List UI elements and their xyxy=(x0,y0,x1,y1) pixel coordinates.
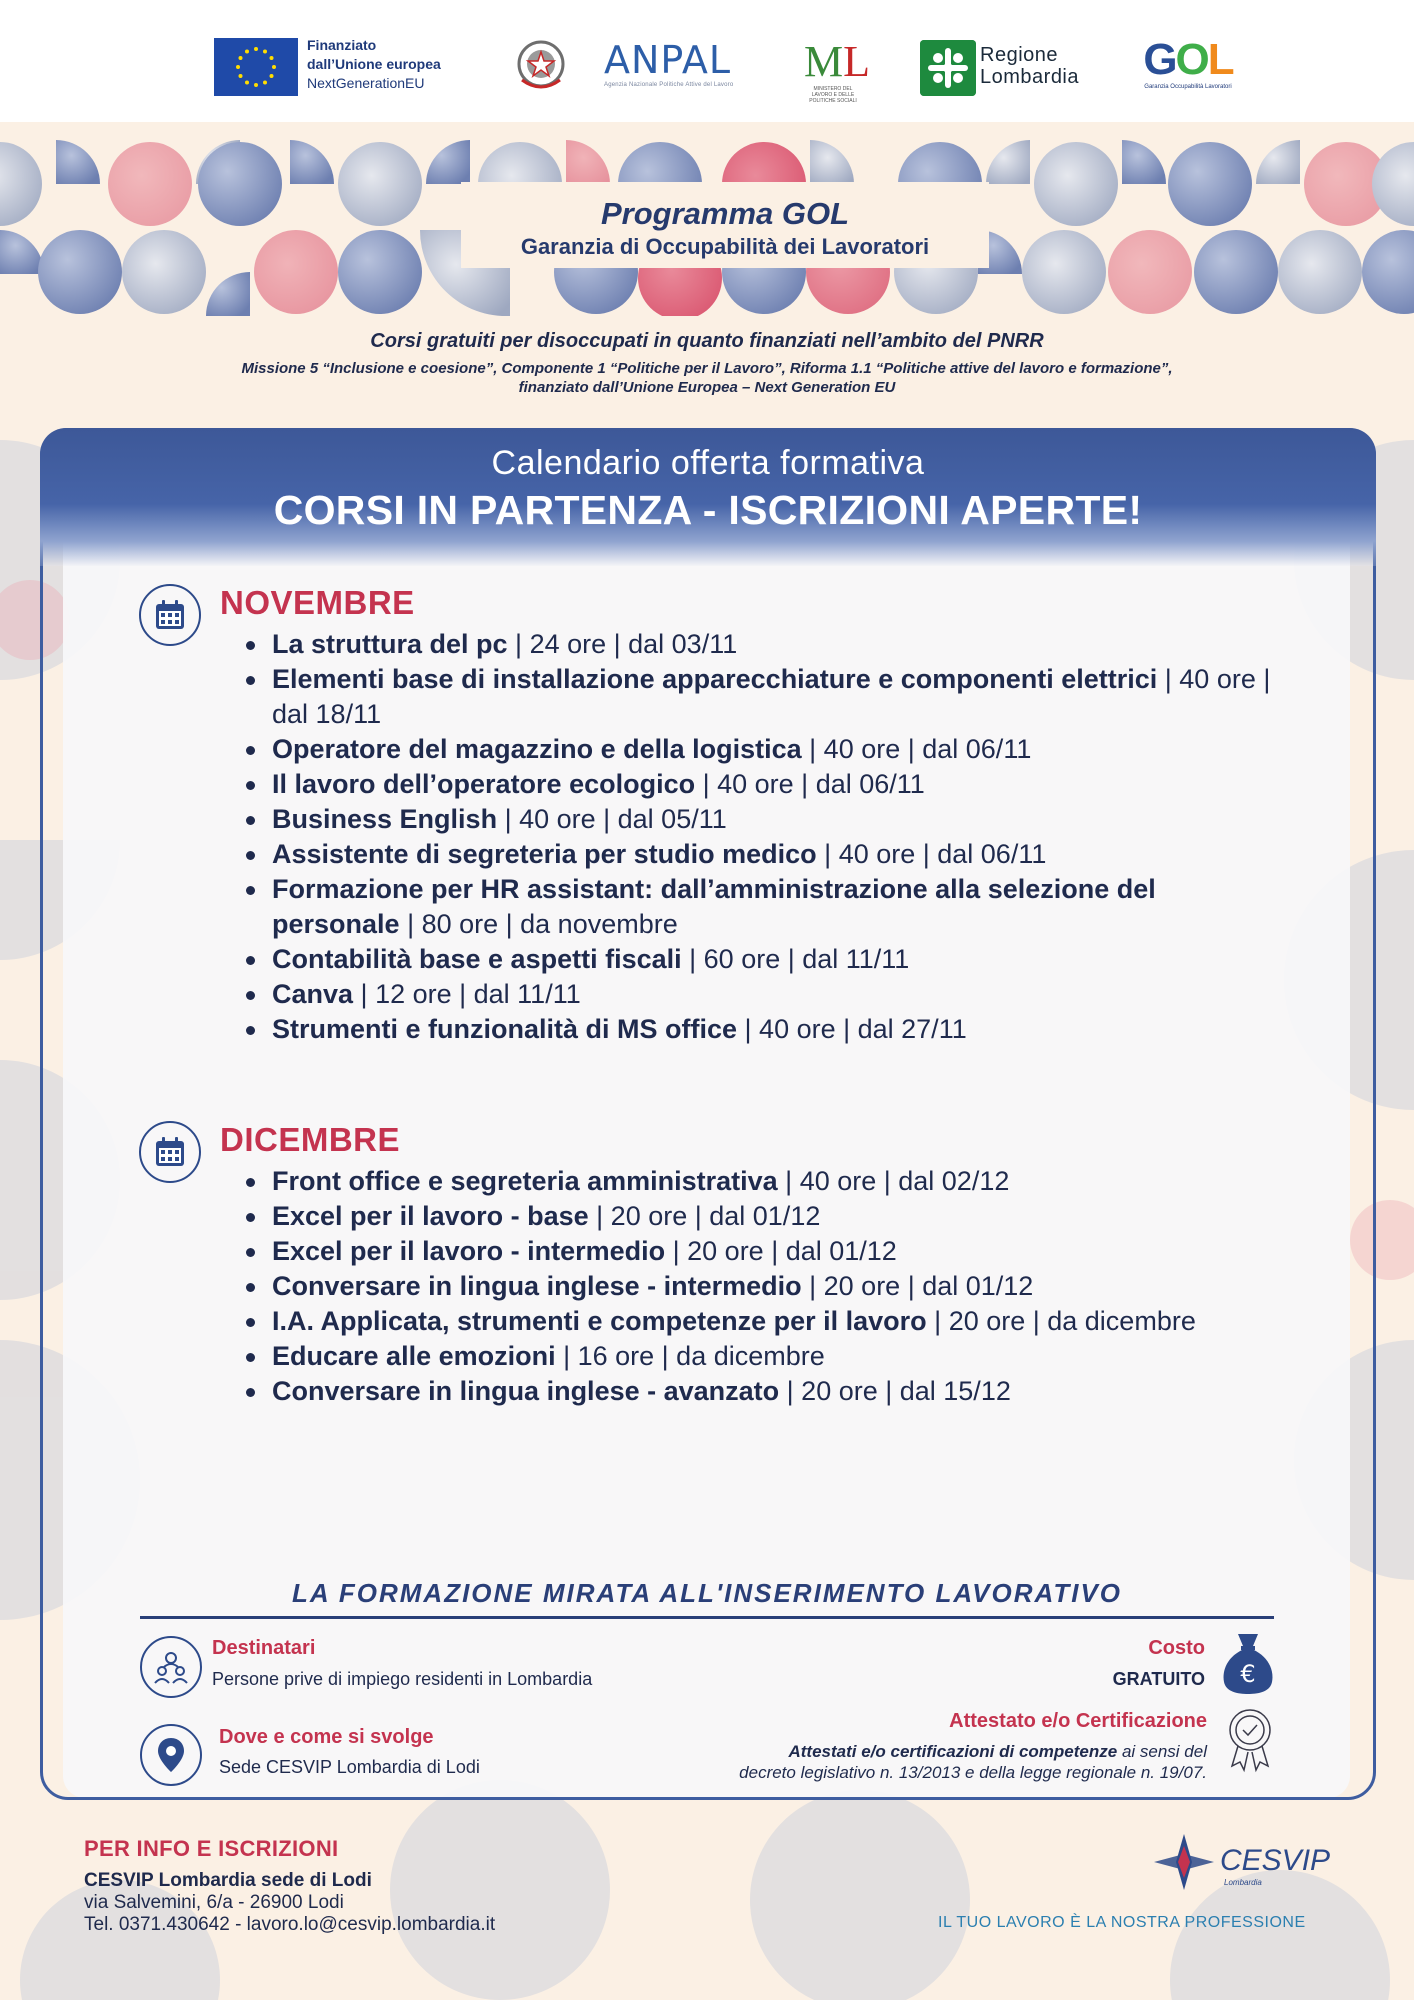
regione-line-2: Lombardia xyxy=(980,66,1080,88)
program-title-box xyxy=(461,182,989,268)
pnrr-intro xyxy=(0,330,1414,397)
course-name: Strumenti e funzionalità di MS office xyxy=(272,1014,738,1044)
footer-address: via Salvemini, 6/a - 26900 Lodi xyxy=(84,1892,344,1913)
course-name: La struttura del pc xyxy=(272,629,508,659)
footer-heading: PER INFO E ISCRIZIONI xyxy=(84,1836,339,1861)
course-name: Elementi base di installazione apparecchiature e componenti elettrici xyxy=(272,664,1158,694)
anpal-subtitle: Agenzia Nazionale Politiche Attive del Lavoro xyxy=(604,82,734,88)
course-details: | 40 ore | dal 06/11 xyxy=(695,769,925,799)
eu-funding-text xyxy=(307,36,441,93)
calendar-icon xyxy=(139,1121,201,1183)
intro-line-2: finanziato dall’Unione Europea – Next Generation EU xyxy=(518,379,896,396)
course-item xyxy=(242,942,1282,977)
course-name: Excel per il lavoro - base xyxy=(272,1201,589,1231)
month-title-novembre: NOVEMBRE xyxy=(220,584,415,621)
course-details: | 20 ore | dal 15/12 xyxy=(779,1376,1011,1406)
destinatari-label: Destinatari xyxy=(212,1637,316,1659)
course-list-dicembre xyxy=(242,1164,1282,1409)
eu-line-1: Finanziato xyxy=(307,37,377,53)
course-item xyxy=(242,1374,1282,1409)
formazione-heading: LA FORMAZIONE MIRATA ALL'INSERIMENTO LAVORATIVO xyxy=(291,1578,1123,1608)
course-name: Canva xyxy=(272,979,354,1009)
program-title: Programma GOL xyxy=(600,196,850,231)
course-details: | 20 ore | dal 01/12 xyxy=(665,1236,897,1266)
month-title-dicembre: DICEMBRE xyxy=(220,1121,401,1158)
course-item xyxy=(242,1012,1282,1047)
course-details: | 20 ore | da dicembre xyxy=(926,1306,1196,1336)
eu-line-2: dall’Unione europea xyxy=(307,56,441,72)
course-details: | 40 ore | dal 05/11 xyxy=(497,804,727,834)
course-item xyxy=(242,837,1282,872)
course-item xyxy=(242,767,1282,802)
course-item xyxy=(242,872,1282,942)
gol-logo xyxy=(1140,36,1236,96)
certificate-badge-icon xyxy=(1226,1708,1274,1774)
course-item xyxy=(242,1269,1282,1304)
course-item xyxy=(242,977,1282,1012)
course-name: Il lavoro dell’operatore ecologico xyxy=(272,769,696,799)
course-item xyxy=(242,1199,1282,1234)
ministero-subtitle: MINISTERO DEL LAVORO E DELLE POLITICHE SOCIALI xyxy=(809,86,857,104)
costo-label: Costo xyxy=(1148,1637,1205,1659)
regione-lombardia-text xyxy=(980,44,1079,88)
calendar-icon xyxy=(139,584,201,646)
course-name: Assistente di segreteria per studio medico xyxy=(272,839,817,869)
course-details: | 40 ore | dal 18/11 xyxy=(272,664,1271,729)
course-item xyxy=(242,1234,1282,1269)
course-details: | 80 ore | da novembre xyxy=(399,909,678,939)
course-name: Conversare in lingua inglese - avanzato xyxy=(272,1376,780,1406)
course-item xyxy=(242,802,1282,837)
intro-headline: Corsi gratuiti per disoccupati in quanto finanziati nell’ambito del PNRR xyxy=(370,330,1044,352)
italian-republic-emblem-icon xyxy=(514,36,568,96)
cesvip-wordmark: CESVIP xyxy=(1220,1844,1331,1877)
course-name: Formazione per HR assistant: dall’amministrazione alla selezione del personale xyxy=(272,874,1156,939)
regione-line-1: Regione xyxy=(980,44,1059,66)
regione-lombardia-rose-icon xyxy=(920,40,976,96)
attestato-rest-text: ai sensi del xyxy=(1117,1742,1207,1761)
course-details: | 40 ore | dal 06/11 xyxy=(801,734,1032,764)
course-details: | 20 ore | dal 01/12 xyxy=(801,1271,1034,1301)
cesvip-star-icon xyxy=(1148,1832,1218,1892)
ministero-lavoro-logo xyxy=(804,37,871,104)
attestato-description xyxy=(788,1742,1207,1762)
footer-contacts xyxy=(84,1836,495,1936)
course-details: | 20 ore | dal 01/12 xyxy=(588,1201,821,1231)
logo-bar xyxy=(0,0,1414,122)
course-name: Conversare in lingua inglese - intermedio xyxy=(272,1271,802,1301)
cesvip-subtitle: Lombardia xyxy=(1224,1878,1262,1887)
dove-label: Dove e come si svolge xyxy=(219,1726,434,1748)
course-item xyxy=(242,627,1282,662)
formazione-divider xyxy=(140,1616,1274,1619)
course-details: | 24 ore | dal 03/11 xyxy=(507,629,738,659)
destinatari-value: Persone prive di impiego residenti in Lombardia xyxy=(212,1669,593,1689)
course-name: Operatore del magazzino e della logistica xyxy=(272,734,802,764)
course-details: | 40 ore | dal 02/12 xyxy=(777,1166,1010,1196)
gol-wordmark-icon: GOL xyxy=(1143,35,1233,84)
calendar-subtitle: CORSI IN PARTENZA - ISCRIZIONI APERTE! xyxy=(273,487,1143,533)
course-details: | 16 ore | da dicembre xyxy=(555,1341,825,1371)
attestato-line-2: decreto legislativo n. 13/2013 e della legge regionale n. 19/07. xyxy=(739,1763,1207,1782)
course-details: | 40 ore | dal 27/11 xyxy=(737,1014,967,1044)
svg-text:€: € xyxy=(1240,1660,1256,1688)
costo-value: GRATUITO xyxy=(1112,1669,1205,1689)
eu-line-3: NextGenerationEU xyxy=(307,75,425,91)
calendar-header xyxy=(40,428,1376,566)
course-item xyxy=(242,1339,1282,1374)
footer-contact: Tel. 0371.430642 - lavoro.lo@cesvip.lombardia.it xyxy=(84,1914,496,1935)
course-list-novembre xyxy=(242,627,1282,1047)
course-name: Front office e segreteria amministrativa xyxy=(272,1166,778,1196)
ministero-monogram-icon: ML xyxy=(804,37,871,86)
course-item xyxy=(242,732,1282,767)
course-item xyxy=(242,662,1282,732)
anpal-logo xyxy=(604,38,770,96)
course-name: Educare alle emozioni xyxy=(272,1341,556,1371)
course-item xyxy=(242,1164,1282,1199)
program-subtitle: Garanzia di Occupabilità dei Lavoratori xyxy=(520,234,930,259)
eu-flag-icon xyxy=(214,38,298,96)
attestato-bold-text: Attestati e/o certificazioni di competenze xyxy=(788,1742,1118,1761)
footer-organization: CESVIP Lombardia sede di Lodi xyxy=(84,1870,372,1891)
course-details: | 40 ore | dal 06/11 xyxy=(816,839,1047,869)
footer-slogan: IL TUO LAVORO È LA NOSTRA PROFESSIONE xyxy=(938,1914,1306,1931)
course-details: | 60 ore | dal 11/11 xyxy=(681,944,910,974)
course-item xyxy=(242,1304,1282,1339)
course-name: Contabilità base e aspetti fiscali xyxy=(272,944,682,974)
attestato-label: Attestato e/o Certificazione xyxy=(949,1710,1207,1732)
gol-subtitle: Garanzia Occupabilità Lavoratori xyxy=(1144,84,1232,90)
course-name: I.A. Applicata, strumenti e competenze per il lavoro xyxy=(272,1306,927,1336)
course-name: Excel per il lavoro - intermedio xyxy=(272,1236,666,1266)
calendar-title: Calendario offerta formativa xyxy=(491,444,925,482)
course-name: Business English xyxy=(272,804,498,834)
course-details: | 12 ore | dal 11/11 xyxy=(353,979,581,1009)
intro-details xyxy=(0,359,1414,397)
intro-line-1: Missione 5 “Inclusione e coesione”, Componente 1 “Politiche per il Lavoro”, Riforma 1.1 “Politiche attive del lavoro e formazione”, xyxy=(241,360,1173,377)
dove-value: Sede CESVIP Lombardia di Lodi xyxy=(219,1757,480,1777)
cesvip-logo xyxy=(1148,1832,1334,1892)
location-pin-icon xyxy=(140,1724,202,1786)
anpal-wordmark: ANPAL xyxy=(604,38,732,82)
money-bag-euro-icon xyxy=(1220,1630,1276,1696)
people-group-icon xyxy=(140,1636,202,1698)
